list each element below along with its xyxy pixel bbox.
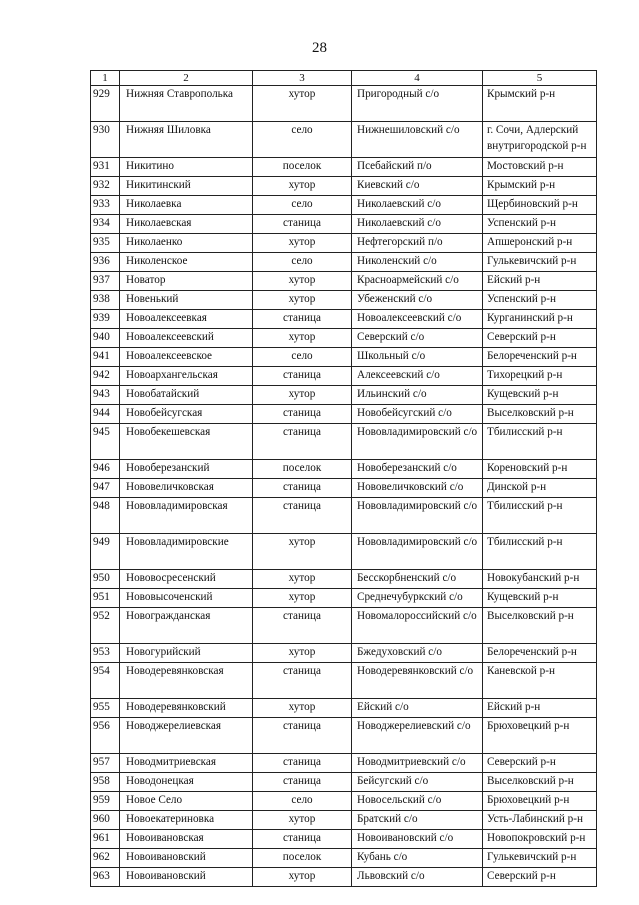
settlement-type-cell: хутор	[253, 177, 352, 196]
district-name-cell: Северский р-н	[483, 868, 597, 887]
table-row	[91, 348, 597, 367]
district-name-cell: Северский р-н	[483, 754, 597, 773]
row-number-cell: 929	[91, 86, 120, 122]
row-number-cell: 938	[91, 291, 120, 310]
district-name-cell: Кущевский р-н	[483, 589, 597, 608]
table-row	[91, 868, 597, 887]
row-number-cell: 943	[91, 386, 120, 405]
administrative-unit-cell: Школьный с/о	[352, 348, 483, 367]
settlement-type-cell: поселок	[253, 460, 352, 479]
row-number-cell: 948	[91, 498, 120, 534]
administrative-unit-cell: Бесскорбненский с/о	[352, 570, 483, 589]
table-row	[91, 754, 597, 773]
district-name-cell: Выселковский р-н	[483, 405, 597, 424]
settlements-table	[90, 70, 597, 887]
row-number-cell: 950	[91, 570, 120, 589]
settlement-type-cell: хутор	[253, 534, 352, 570]
row-number-cell: 942	[91, 367, 120, 386]
table-row	[91, 86, 597, 122]
administrative-unit-cell: Новоивановский с/о	[352, 830, 483, 849]
table-row	[91, 177, 597, 196]
settlement-type-cell: поселок	[253, 849, 352, 868]
settlement-type-cell: хутор	[253, 644, 352, 663]
settlement-type-cell: село	[253, 348, 352, 367]
settlement-name-cell: Нововладимировские	[120, 534, 253, 570]
district-name-cell: Северский р-н	[483, 329, 597, 348]
column-header: 3	[253, 71, 352, 86]
table-row	[91, 479, 597, 498]
administrative-unit-cell: Братский с/о	[352, 811, 483, 830]
district-name-cell: Кореновский р-н	[483, 460, 597, 479]
district-name-cell: Тбилисский р-н	[483, 534, 597, 570]
settlement-name-cell: Новоивановский	[120, 868, 253, 887]
settlement-name-cell: Новенький	[120, 291, 253, 310]
settlement-name-cell: Новодонецкая	[120, 773, 253, 792]
settlement-type-cell: село	[253, 253, 352, 272]
district-name-cell: Курганинский р-н	[483, 310, 597, 329]
row-number-cell: 962	[91, 849, 120, 868]
row-number-cell: 946	[91, 460, 120, 479]
settlement-type-cell: станица	[253, 215, 352, 234]
district-name-cell: Гулькевичский р-н	[483, 849, 597, 868]
district-name-cell: г. Сочи, Адлерский внутригородской р-н	[483, 122, 597, 158]
district-name-cell: Тбилисский р-н	[483, 498, 597, 534]
row-number-cell: 958	[91, 773, 120, 792]
administrative-unit-cell: Николаевский с/о	[352, 196, 483, 215]
row-number-cell: 941	[91, 348, 120, 367]
administrative-unit-cell: Новобейсугский с/о	[352, 405, 483, 424]
administrative-unit-cell: Ильинский с/о	[352, 386, 483, 405]
row-number-cell: 961	[91, 830, 120, 849]
administrative-unit-cell: Бейсугский с/о	[352, 773, 483, 792]
row-number-cell: 930	[91, 122, 120, 158]
table-row	[91, 773, 597, 792]
settlement-name-cell: Нововладимировская	[120, 498, 253, 534]
settlement-type-cell: станица	[253, 663, 352, 699]
row-number-cell: 949	[91, 534, 120, 570]
settlement-name-cell: Новоалексеевское	[120, 348, 253, 367]
settlement-name-cell: Новобейсугская	[120, 405, 253, 424]
settlement-name-cell: Новобекешевская	[120, 424, 253, 460]
settlement-name-cell: Никитино	[120, 158, 253, 177]
row-number-cell: 951	[91, 589, 120, 608]
administrative-unit-cell: Нижнешиловский с/о	[352, 122, 483, 158]
district-name-cell: Крымский р-н	[483, 86, 597, 122]
settlement-type-cell: хутор	[253, 589, 352, 608]
settlement-name-cell: Новодеревянковская	[120, 663, 253, 699]
table-row	[91, 534, 597, 570]
administrative-unit-cell: Новоберезанский с/о	[352, 460, 483, 479]
administrative-unit-cell: Нововеличковский с/о	[352, 479, 483, 498]
row-number-cell: 932	[91, 177, 120, 196]
table-row	[91, 329, 597, 348]
row-number-cell: 944	[91, 405, 120, 424]
settlement-name-cell: Николенское	[120, 253, 253, 272]
administrative-unit-cell: Кубань с/о	[352, 849, 483, 868]
settlement-type-cell: село	[253, 792, 352, 811]
district-name-cell: Апшеронский р-н	[483, 234, 597, 253]
settlement-name-cell: Новоджерелиевская	[120, 718, 253, 754]
settlement-type-cell: станица	[253, 608, 352, 644]
table-header	[91, 71, 597, 86]
administrative-unit-cell: Красноармейский с/о	[352, 272, 483, 291]
district-name-cell: Усть-Лабинский р-н	[483, 811, 597, 830]
row-number-cell: 947	[91, 479, 120, 498]
district-name-cell: Выселковский р-н	[483, 608, 597, 644]
table-row	[91, 830, 597, 849]
district-name-cell: Белореченский р-н	[483, 348, 597, 367]
district-name-cell: Выселковский р-н	[483, 773, 597, 792]
table-row	[91, 424, 597, 460]
table-row	[91, 570, 597, 589]
district-name-cell: Гулькевичский р-н	[483, 253, 597, 272]
row-number-cell: 939	[91, 310, 120, 329]
district-name-cell: Ейский р-н	[483, 272, 597, 291]
administrative-unit-cell: Северский с/о	[352, 329, 483, 348]
table-row	[91, 386, 597, 405]
row-number-cell: 955	[91, 699, 120, 718]
administrative-unit-cell: Нововладимировский с/о	[352, 534, 483, 570]
administrative-unit-cell: Киевский с/о	[352, 177, 483, 196]
row-number-cell: 953	[91, 644, 120, 663]
row-number-cell: 934	[91, 215, 120, 234]
settlement-name-cell: Новоархангельская	[120, 367, 253, 386]
settlement-type-cell: станица	[253, 830, 352, 849]
settlement-type-cell: станица	[253, 498, 352, 534]
column-header: 2	[120, 71, 253, 86]
table-row	[91, 253, 597, 272]
settlement-name-cell: Новоекатериновка	[120, 811, 253, 830]
district-name-cell: Ейский р-н	[483, 699, 597, 718]
row-number-cell: 960	[91, 811, 120, 830]
settlement-name-cell: Новатор	[120, 272, 253, 291]
settlement-name-cell: Нововысоченский	[120, 589, 253, 608]
row-number-cell: 933	[91, 196, 120, 215]
table-row	[91, 718, 597, 754]
administrative-unit-cell: Ейский с/о	[352, 699, 483, 718]
table-row	[91, 405, 597, 424]
settlement-name-cell: Нововосресенский	[120, 570, 253, 589]
district-name-cell: Каневской р-н	[483, 663, 597, 699]
settlement-type-cell: станица	[253, 754, 352, 773]
district-name-cell: Щербиновский р-н	[483, 196, 597, 215]
row-number-cell: 959	[91, 792, 120, 811]
column-header: 5	[483, 71, 597, 86]
district-name-cell: Успенский р-н	[483, 215, 597, 234]
administrative-unit-cell: Убеженский с/о	[352, 291, 483, 310]
settlement-type-cell: хутор	[253, 811, 352, 830]
settlement-name-cell: Николаевская	[120, 215, 253, 234]
table-row	[91, 699, 597, 718]
settlement-name-cell: Новоалексеевский	[120, 329, 253, 348]
settlement-name-cell: Новоберезанский	[120, 460, 253, 479]
settlement-name-cell: Николаенко	[120, 234, 253, 253]
administrative-unit-cell: Новодмитриевский с/о	[352, 754, 483, 773]
district-name-cell: Белореченский р-н	[483, 644, 597, 663]
row-number-cell: 937	[91, 272, 120, 291]
table-row	[91, 234, 597, 253]
district-name-cell: Кущевский р-н	[483, 386, 597, 405]
table-row	[91, 158, 597, 177]
administrative-unit-cell: Львовский с/о	[352, 868, 483, 887]
settlement-name-cell: Новобатайский	[120, 386, 253, 405]
settlement-name-cell: Нововеличковская	[120, 479, 253, 498]
row-number-cell: 956	[91, 718, 120, 754]
settlement-type-cell: хутор	[253, 291, 352, 310]
settlement-type-cell: хутор	[253, 386, 352, 405]
column-header: 4	[352, 71, 483, 86]
administrative-unit-cell: Пригородный с/о	[352, 86, 483, 122]
settlement-type-cell: село	[253, 122, 352, 158]
row-number-cell: 945	[91, 424, 120, 460]
table-row	[91, 663, 597, 699]
settlement-type-cell: хутор	[253, 570, 352, 589]
table-row	[91, 498, 597, 534]
administrative-unit-cell: Николенский с/о	[352, 253, 483, 272]
settlement-type-cell: станица	[253, 367, 352, 386]
settlement-type-cell: село	[253, 196, 352, 215]
district-name-cell: Брюховецкий р-н	[483, 718, 597, 754]
table-row	[91, 792, 597, 811]
administrative-unit-cell: Новоджерелиевский с/о	[352, 718, 483, 754]
row-number-cell: 963	[91, 868, 120, 887]
settlement-type-cell: хутор	[253, 868, 352, 887]
administrative-unit-cell: Нефтегорский п/о	[352, 234, 483, 253]
row-number-cell: 940	[91, 329, 120, 348]
settlement-type-cell: хутор	[253, 699, 352, 718]
row-number-cell: 954	[91, 663, 120, 699]
settlement-name-cell: Новоивановский	[120, 849, 253, 868]
settlement-type-cell: станица	[253, 718, 352, 754]
administrative-unit-cell: Новодеревянковский с/о	[352, 663, 483, 699]
row-number-cell: 952	[91, 608, 120, 644]
settlement-type-cell: хутор	[253, 86, 352, 122]
table-row	[91, 310, 597, 329]
table-row	[91, 122, 597, 158]
settlement-type-cell: хутор	[253, 272, 352, 291]
administrative-unit-cell: Нововладимировский с/о	[352, 424, 483, 460]
settlement-name-cell: Нижняя Шиловка	[120, 122, 253, 158]
district-name-cell: Новокубанский р-н	[483, 570, 597, 589]
table-row	[91, 367, 597, 386]
row-number-cell: 931	[91, 158, 120, 177]
settlement-type-cell: станица	[253, 773, 352, 792]
settlement-name-cell: Нижняя Ставрополька	[120, 86, 253, 122]
row-number-cell: 935	[91, 234, 120, 253]
administrative-unit-cell: Бжедуховский с/о	[352, 644, 483, 663]
table-row	[91, 272, 597, 291]
settlement-name-cell: Новоивановская	[120, 830, 253, 849]
administrative-unit-cell: Николаевский с/о	[352, 215, 483, 234]
administrative-unit-cell: Нововладимировский с/о	[352, 498, 483, 534]
administrative-unit-cell: Новосельский с/о	[352, 792, 483, 811]
table-row	[91, 460, 597, 479]
table-row	[91, 196, 597, 215]
settlement-type-cell: хутор	[253, 234, 352, 253]
settlement-type-cell: хутор	[253, 329, 352, 348]
settlement-type-cell: станица	[253, 310, 352, 329]
column-header: 1	[91, 71, 120, 86]
table-row	[91, 608, 597, 644]
settlement-type-cell: станица	[253, 424, 352, 460]
administrative-unit-cell: Алексеевский с/о	[352, 367, 483, 386]
settlement-name-cell: Новоалексеевкая	[120, 310, 253, 329]
settlement-type-cell: поселок	[253, 158, 352, 177]
table-row	[91, 811, 597, 830]
settlement-name-cell: Никитинский	[120, 177, 253, 196]
district-name-cell: Брюховецкий р-н	[483, 792, 597, 811]
settlement-name-cell: Николаевка	[120, 196, 253, 215]
row-number-cell: 957	[91, 754, 120, 773]
page-number: 28	[312, 40, 327, 56]
settlement-name-cell: Новодмитриевская	[120, 754, 253, 773]
district-name-cell: Успенский р-н	[483, 291, 597, 310]
district-name-cell: Тбилисский р-н	[483, 424, 597, 460]
settlement-type-cell: станица	[253, 479, 352, 498]
table-row	[91, 644, 597, 663]
settlement-name-cell: Новогражданская	[120, 608, 253, 644]
settlement-name-cell: Новогурийский	[120, 644, 253, 663]
district-name-cell: Тихорецкий р-н	[483, 367, 597, 386]
administrative-unit-cell: Новоалексеевский с/о	[352, 310, 483, 329]
administrative-unit-cell: Псебайский п/о	[352, 158, 483, 177]
table-body	[91, 86, 597, 887]
table-row	[91, 215, 597, 234]
district-name-cell: Крымский р-н	[483, 177, 597, 196]
table-row	[91, 589, 597, 608]
table-row	[91, 849, 597, 868]
row-number-cell: 936	[91, 253, 120, 272]
district-name-cell: Динской р-н	[483, 479, 597, 498]
district-name-cell: Мостовский р-н	[483, 158, 597, 177]
administrative-unit-cell: Среднечубуркский с/о	[352, 589, 483, 608]
administrative-unit-cell: Новомалороссийский с/о	[352, 608, 483, 644]
settlement-type-cell: станица	[253, 405, 352, 424]
settlement-name-cell: Новое Село	[120, 792, 253, 811]
settlement-name-cell: Новодеревянковский	[120, 699, 253, 718]
table-row	[91, 291, 597, 310]
district-name-cell: Новопокровский р-н	[483, 830, 597, 849]
